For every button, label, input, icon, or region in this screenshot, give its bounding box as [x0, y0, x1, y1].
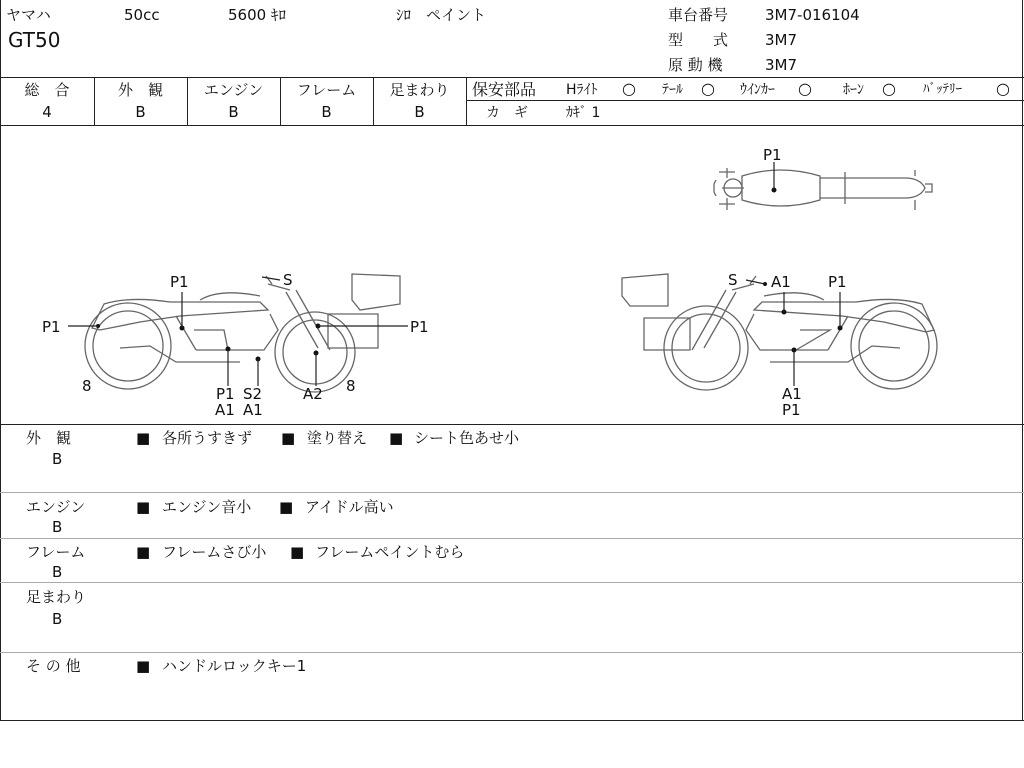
label-left-s2: S2: [243, 385, 263, 403]
engine-value: 3M7: [765, 56, 798, 74]
bullet: ■: [136, 498, 151, 516]
frame-no: 3M7-016104: [765, 6, 860, 24]
mark-battery: ○: [996, 79, 1010, 98]
maker: ヤマハ: [6, 6, 51, 24]
color: ｼﾛ ペイント: [396, 6, 487, 24]
grade-label-frame: フレーム: [296, 81, 357, 99]
safety-item-battery: ﾊﾞｯﾃﾘｰ: [923, 82, 962, 97]
grade-label-overall: 総 合: [24, 81, 70, 99]
mark-headlight: ○: [622, 79, 636, 98]
label-right-p1: P1: [828, 273, 847, 291]
grade-label-exterior: 外 観: [117, 81, 163, 99]
remark-category-other: そ の 他: [26, 657, 81, 675]
displacement: 50cc: [124, 6, 160, 24]
remark-note: 各所うすきず: [162, 429, 253, 447]
remark-separator: [0, 582, 1024, 583]
grade-value-overall: 4: [42, 103, 52, 121]
label-right-engine-p1: P1: [782, 401, 801, 419]
motorcycle-right-view: [622, 271, 937, 390]
motorcycle-diagram: [0, 126, 1024, 424]
remark-note: アイドル高い: [305, 498, 394, 516]
divider: [0, 720, 1024, 721]
remark-separator: [0, 492, 1024, 493]
label-right-engine-a1: A1: [782, 385, 802, 403]
remark-category-engine: エンジン: [26, 498, 86, 516]
divider: [0, 77, 1024, 78]
mark-winker: ○: [798, 79, 812, 98]
bullet: ■: [279, 498, 294, 516]
motorcycle-top-view: [714, 162, 932, 210]
safety-item-horn: ﾎｰﾝ: [843, 82, 864, 98]
label-top-p1: P1: [763, 146, 782, 164]
remark-note: 塗り替え: [307, 429, 368, 447]
mark-tail: ○: [701, 79, 715, 98]
divider: [467, 100, 1024, 101]
remark-grade-engine: B: [52, 518, 63, 536]
label-left-a2: A2: [303, 385, 323, 403]
bullet: ■: [136, 543, 151, 561]
remark-category-exterior: 外 観: [26, 429, 72, 447]
mileage: 5600 ｷﾛ: [228, 6, 286, 24]
label-right-a1: A1: [771, 273, 791, 291]
safety-item-winker: ｳｲﾝｶｰ: [740, 82, 775, 98]
grade-label-engine: エンジン: [203, 81, 264, 99]
remark-category-frame: フレーム: [26, 543, 86, 561]
label-right-s: S: [728, 271, 738, 289]
safety-item-headlight: Hﾗｲﾄ: [566, 82, 598, 98]
type-label: 型 式: [668, 31, 729, 49]
remark-category-suspension: 足まわり: [26, 588, 87, 606]
frame-no-label: 車台番号: [668, 6, 729, 24]
safety-label: 保安部品: [472, 80, 537, 99]
bullet: ■: [136, 657, 151, 675]
remark-grade-exterior: B: [52, 450, 63, 468]
label-left-pipe-a1: A1: [243, 401, 263, 419]
remark-grade-suspension: B: [52, 610, 63, 628]
label-left-engine-p1: P1: [216, 385, 235, 403]
label-left-tank-p1: P1: [170, 273, 189, 291]
grade-value-exterior: B: [135, 103, 146, 121]
grade-value-suspension: B: [414, 103, 425, 121]
remark-grade-frame: B: [52, 563, 63, 581]
engine-label: 原 動 機: [668, 56, 723, 74]
divider: [0, 424, 1024, 425]
remark-note: フレームペイントむら: [315, 543, 465, 561]
label-left-front-tire: 8: [346, 377, 356, 395]
remark-note: ハンドルロックキー1: [162, 657, 307, 675]
remark-separator: [0, 538, 1024, 539]
key-label: カ ギ: [486, 105, 528, 121]
type-value: 3M7: [765, 31, 798, 49]
label-left-box-p1: P1: [410, 318, 429, 336]
grade-value-frame: B: [321, 103, 332, 121]
bullet: ■: [389, 429, 404, 447]
remark-separator: [0, 652, 1024, 653]
bullet: ■: [281, 429, 296, 447]
remark-note: フレームさび小: [162, 543, 267, 561]
mark-horn: ○: [882, 79, 896, 98]
model-name: GT50: [8, 28, 61, 52]
remark-note: シート色あせ小: [414, 429, 520, 447]
label-left-engine-a1: A1: [215, 401, 235, 419]
grade-label-suspension: 足まわり: [389, 81, 450, 99]
bullet: ■: [290, 543, 305, 561]
grade-value-engine: B: [228, 103, 239, 121]
remark-note: エンジン音小: [162, 498, 252, 516]
divider: [466, 77, 467, 125]
label-left-s: S: [283, 271, 293, 289]
label-left-rear-tire: 8: [82, 377, 92, 395]
label-left-rear-p1: P1: [42, 318, 61, 336]
bullet: ■: [136, 429, 151, 447]
safety-item-tail: ﾃｰﾙ: [662, 82, 683, 98]
key-value: ｶｷﾞ 1: [566, 105, 601, 121]
